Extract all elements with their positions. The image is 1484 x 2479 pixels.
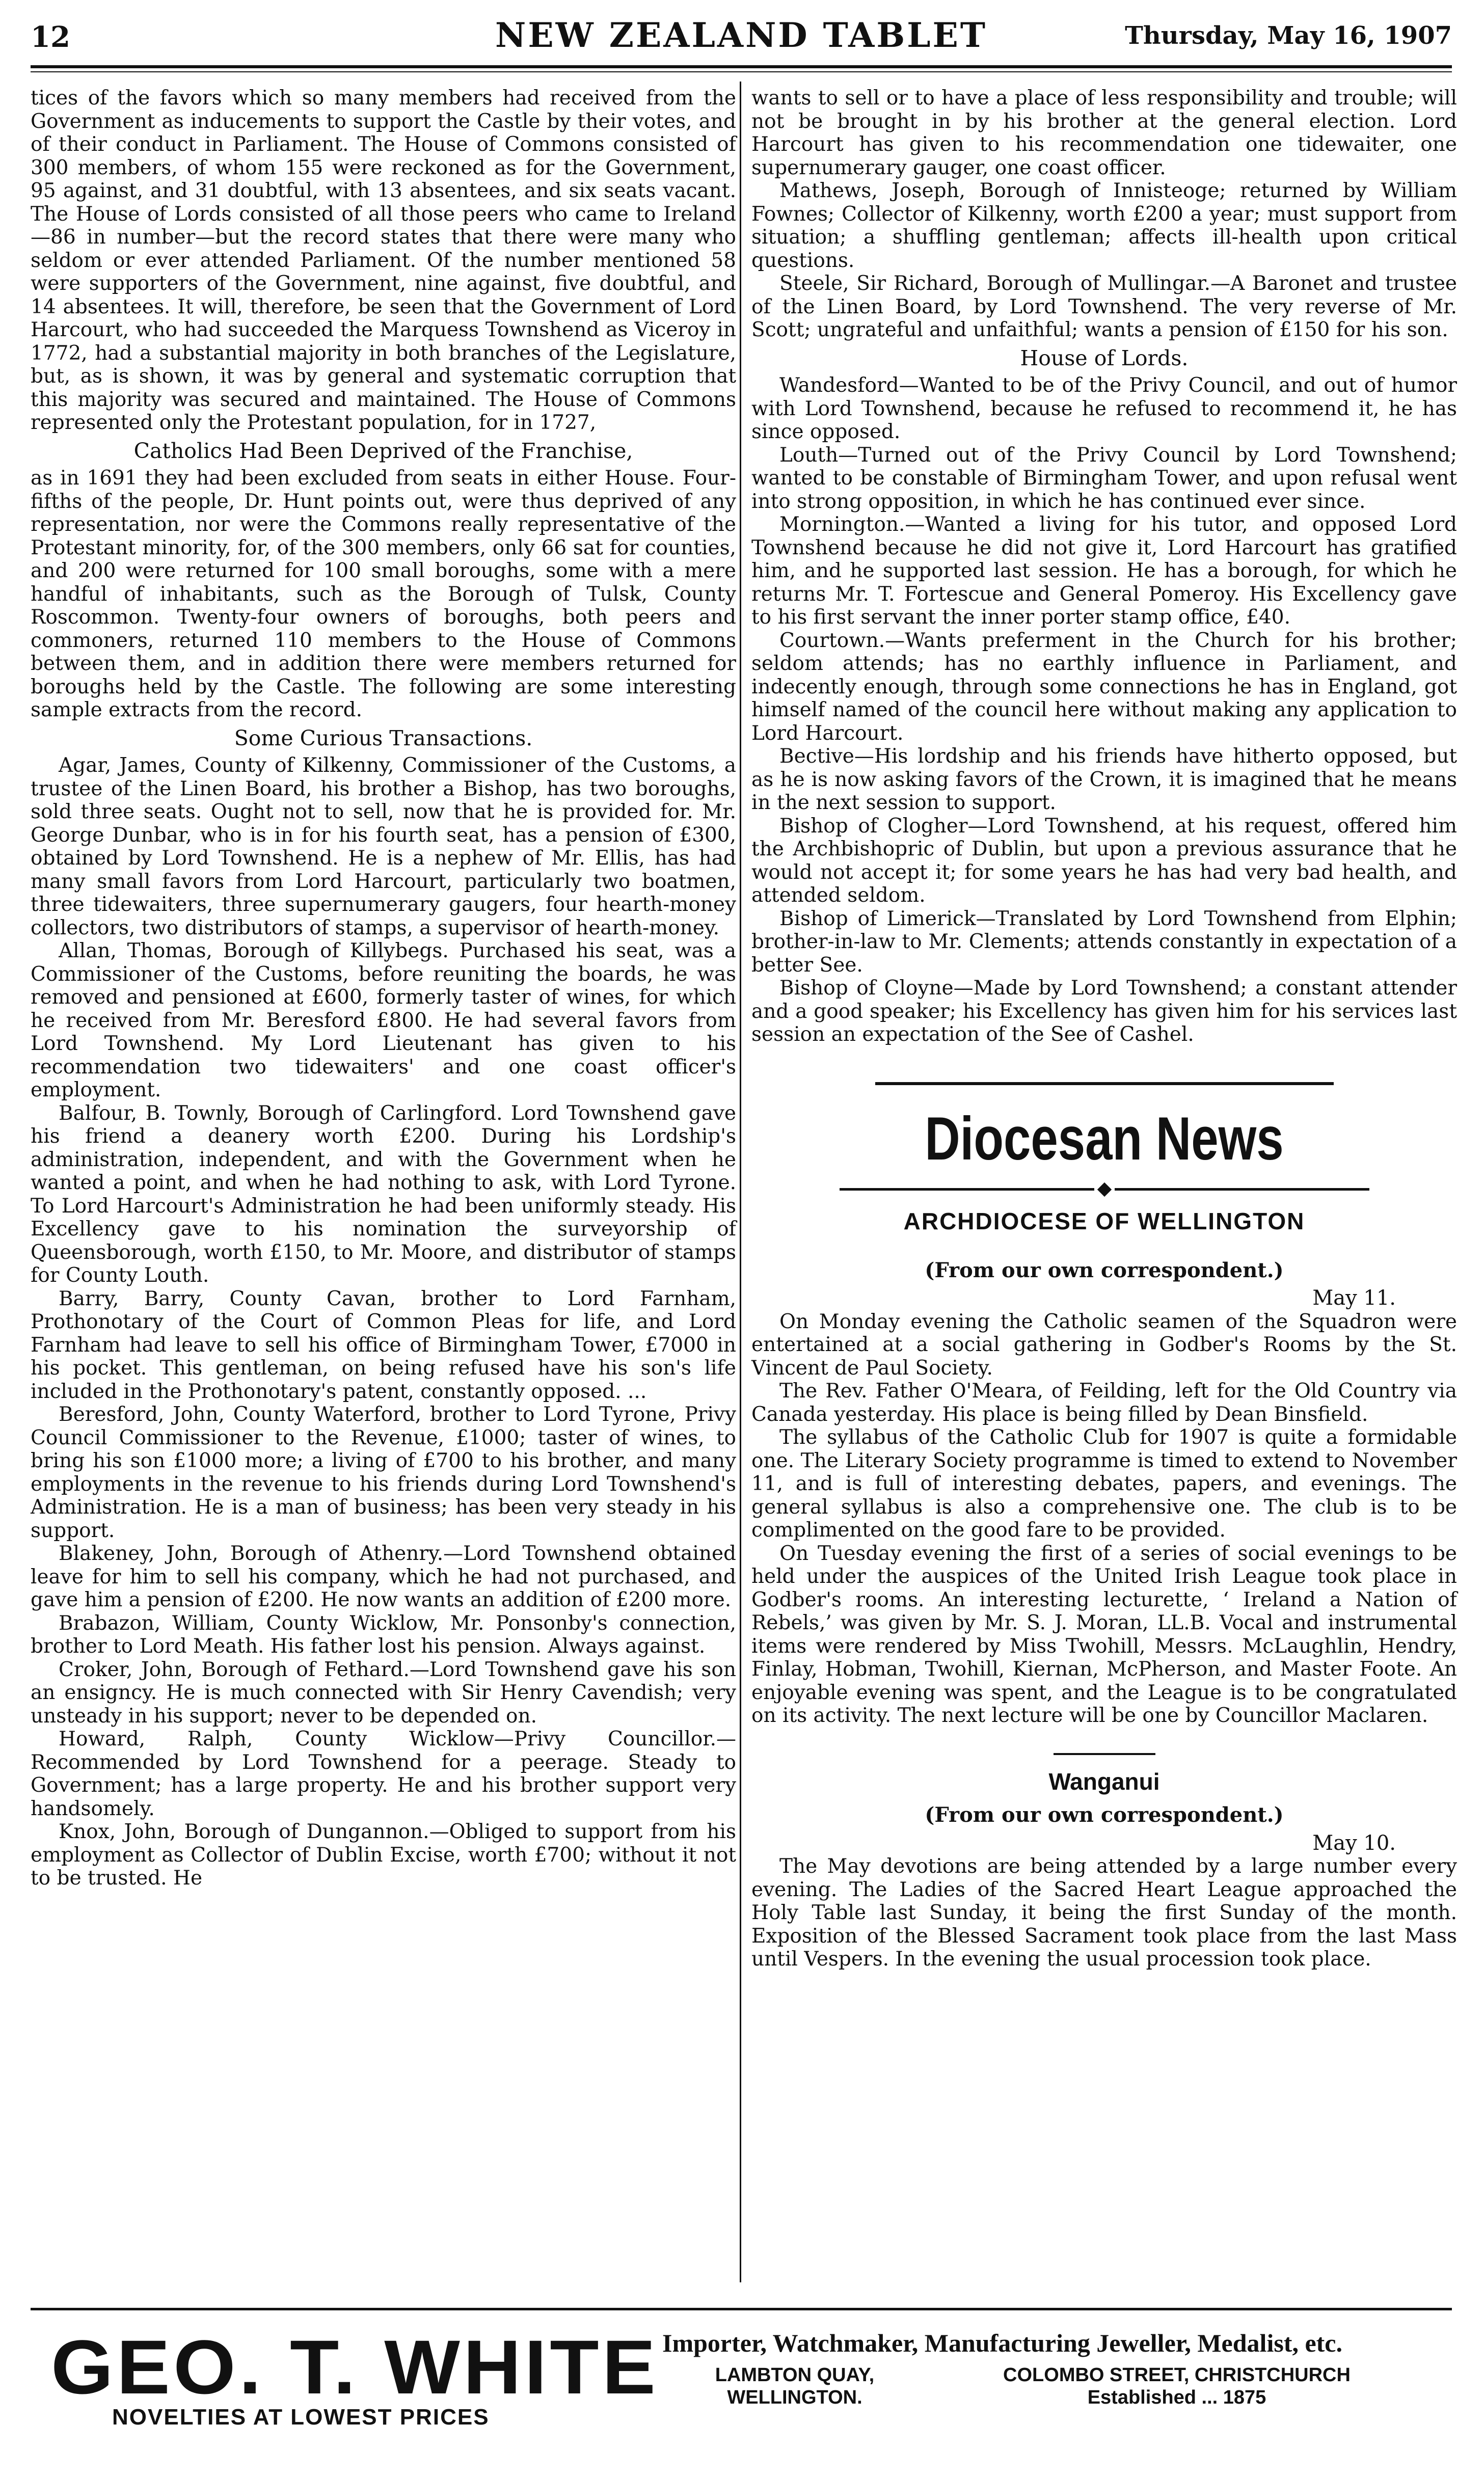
transaction-entry: Agar, James, County of Kilkenny, Commissioner of the Customs, a trustee of the Linen Board, his brother a Bishop, has two boroughs, sold three seats. Ought not to sell, now that he is provided for. Mr. George Dunbar, who is in for his fourth seat, has a pension of £300, obtained by Lord Townshend. He is a nephew of Mr. Ellis, has had many small favors from Lord Harcourt, particularly two boatmen, three tidewaiters, three supernumerary gaugers, four hearth-money collectors, two distributors of stamps, a supervisor of hearth-money. xyxy=(31,754,736,939)
address-line: WELLINGTON. xyxy=(727,2387,862,2408)
section-separator-small xyxy=(1054,1753,1155,1755)
transaction-entry: Barry, Barry, County Cavan, brother to Lord Farnham, Prothonotary of the Court of Common Pleas for life, and Lord Farnham had leave to sell his office of Birmingham Tower, £7000 in his pocket. This gentleman, on being refused have his son's life included in the Prothonotary's patent, constantly opposed. ... xyxy=(31,1287,736,1403)
transaction-entry: Brabazon, William, County Wicklow, Mr. Ponsonby's connection, brother to Lord Meath. His father lost his pension. Always against. xyxy=(31,1611,736,1658)
news-paragraph: The May devotions are being attended by a large number every evening. The Ladies of the Sacred Heart League approached the Holy Table last Sunday, it being the first Sunday of the month. Exposition of the Blessed Sacrament took place from the last Mass until Vespers. In the evening the usual procession took place. xyxy=(751,1855,1457,1971)
right-column xyxy=(751,87,1457,1971)
archdiocese-heading: ARCHDIOCESE OF WELLINGTON xyxy=(903,1208,1305,1234)
news-paragraph: The Rev. Father O'Meara, of Feilding, left for the Old Country via Canada yesterday. His place is being filled by Dean Binsfield. xyxy=(751,1380,1457,1426)
correspondent-line: (From our own correspondent.) xyxy=(925,1258,1284,1282)
address-line: LAMBTON QUAY, xyxy=(715,2364,875,2386)
continued-paragraph: Steele, Sir Richard, Borough of Mullingar.—A Baronet and trustee of the Linen Board, by Lord Townshend. The very reverse of Mr. Scott; ungrateful and unfaithful; wants a pension of £150 for his son. xyxy=(751,272,1457,341)
masthead: NEW ZEALAND TABLET xyxy=(495,15,987,55)
news-paragraph: The syllabus of the Catholic Club for 1907 is quite a formidable one. The Literary Society programme is timed to extend to November 11, and is full of interesting debates, papers, and evenings. The general syllabus is also a comprehensive one. The club is to be complimented on the good fare to be provided. xyxy=(751,1426,1457,1542)
lords-entry: Louth—Turned out of the Privy Council by Lord Townshend; wanted to be constable of Birmingham Tower, and upon refusal went into strong opposition, in which he has continued ever since. xyxy=(751,443,1457,513)
correspondent-line: (From our own correspondent.) xyxy=(925,1803,1284,1827)
transaction-entry: Knox, John, Borough of Dungannon.—Obliged to support from his employment as Collector of Dublin Excise, worth £700; without it not to be trusted. He xyxy=(31,1820,736,1890)
news-paragraph: On Monday evening the Catholic seamen of the Squadron were entertained at a social gathering in Godber's Rooms by the St. Vincent de Paul Society. xyxy=(751,1310,1457,1380)
dateline: May 10. xyxy=(1312,1831,1396,1855)
page-number: 12 xyxy=(31,20,70,54)
page-header xyxy=(31,15,1452,61)
left-column xyxy=(31,87,736,1890)
franchise-paragraph: as in 1691 they had been excluded from seats in either House. Four-fifths of the people, Dr. Hunt points out, were thus deprived of any representation, nor were the Commons really representative of the Protestant minority, for, of the 300 members, only 66 sat for counties, and 200 were returned for 100 small boroughs, some with a mere handful of inhabitants, such as the Borough of Tulsk, County Roscommon. Twenty-four owners of boroughs, both peers and commoners, returned 110 members to the House of Commons between them, and in addition there were members returned for boroughs held by the Castle. The following are some interesting sample extracts from the record. xyxy=(31,467,736,721)
column-divider xyxy=(740,82,741,2282)
section-heading-lords: House of Lords. xyxy=(1020,345,1189,370)
section-heading-franchise: Catholics Had Been Deprived of the Franchise, xyxy=(133,438,633,463)
section-heading-transactions: Some Curious Transactions. xyxy=(234,725,533,750)
address-line: Established ... 1875 xyxy=(1087,2387,1266,2408)
footer-rule xyxy=(31,2308,1452,2310)
lords-entry: Courtown.—Wants preferment in the Church for his brother; seldom attends; has no earthly influence in Parliament, and indecently enough, through some connections he has in England, got himself named of the council here without making any application to Lord Harcourt. xyxy=(751,629,1457,745)
transaction-entry: Croker, John, Borough of Fethard.—Lord Townshend gave his son an ensigncy. He is much connected with Sir Henry Cavendish; very unsteady in his support; never to be depended on. xyxy=(31,1658,736,1728)
advertiser-name: GEO. T. WHITE xyxy=(51,2324,659,2410)
advertiser-tagline: NOVELTIES AT LOWEST PRICES xyxy=(112,2405,490,2430)
address-wellington xyxy=(662,2364,927,2409)
lords-entry: Wandesford—Wanted to be of the Privy Council, and out of humor with Lord Townshend, because he refused to recommend it, he has since opposed. xyxy=(751,374,1457,443)
continued-paragraph: Mathews, Joseph, Borough of Innisteoge; returned by William Fownes; Collector of Kilkenny, worth £200 a year; must support from situation; a shuffling gentleman; affects ill-health upon critical questions. xyxy=(751,179,1457,272)
header-rule-thin xyxy=(31,71,1452,72)
news-paragraph: On Tuesday evening the first of a series of social evenings to be held under the auspices of the United Irish League took place in Godber's rooms. An interesting lecturette, ‘ Ireland a Nation of Rebels,’ was given by Mr. S. J. Moran, LL.B. Vocal and instrumental items were rendered by Miss Twohill, Messrs. McLaughlin, Hendry, Finlay, Hobman, Twohill, Kiernan, McPherson, and Master Foote. An enjoyable evening was spent, and the League is to be congratulated on its activity. The next lecture will be one by Councillor Maclaren. xyxy=(751,1542,1457,1727)
lords-entry: Bective—His lordship and his friends have hitherto opposed, but as he is now asking favors of the Crown, it is imagined that he means in the next session to support. xyxy=(751,745,1457,814)
advertisement xyxy=(31,2323,1452,2456)
transaction-entry: Balfour, B. Townly, Borough of Carlingford. Lord Townshend gave his friend a deanery worth £200. During his Lordship's administration, independent, and with the Government when he wanted a point, and when he had nothing to ask, with Lord Tyrone. To Lord Harcourt's Administration he had been uniformly steady. His Excellency gave to his nomination the surveyorship of Queensborough, worth £150, to Mr. Moore, and distributor of stamps for County Louth. xyxy=(31,1101,736,1287)
lords-entry: Bishop of Limerick—Translated by Lord Townshend from Elphin; brother-in-law to Mr. Clements; attends constantly in expectation of a better See. xyxy=(751,907,1457,977)
header-rule xyxy=(31,65,1452,68)
lords-entry: Mornington.—Wanted a living for his tutor, and opposed Lord Townshend because he did not give it, Lord Harcourt has gratified him, and he supported last session. He has a borough, for which he returns Mr. T. Fortescue and General Pomeroy. His Excellency gave to his first servant the inner porter stamp office, £40. xyxy=(751,513,1457,629)
wanganui-heading: Wanganui xyxy=(1048,1768,1160,1795)
address-line: COLOMBO STREET, CHRISTCHURCH xyxy=(1003,2364,1351,2386)
continued-paragraph: wants to sell or to have a place of less responsibility and trouble; will not be brought in by his brother at the general election. Lord Harcourt has given to his recommendation one tidewaiter, one supernumerary gauger, one coast officer. xyxy=(751,87,1457,179)
transaction-entry: Beresford, John, County Waterford, brother to Lord Tyrone, Privy Council Commissioner to the Revenue, £1000; taster of wines, to bring his son £1000 more; a living of £700 to his brother, and many employments in the revenue to his friends during Lord Townshend's Administration. He is a man of business; has been very steady in his support. xyxy=(31,1403,736,1542)
advertiser-trades: Importer, Watchmaker, Manufacturing Jeweller, Medalist, etc. xyxy=(662,2329,1342,2357)
intro-paragraph: tices of the favors which so many members had received from the Government as inducements to support the Castle by their votes, and of their conduct in Parliament. The House of Commons consisted of 300 members, of whom 155 were reckoned as for the Government, 95 against, and 31 doubtful, with 13 absentees, and six seats vacant. The House of Lords consisted of all those peers who came to Ireland—86 in number—but the record states that there were many who seldom or ever attended Parliament. Of the number mentioned 58 were supporters of the Government, nine against, five doubtful, and 14 absentees. It will, therefore, be seen that the Government of Lord Harcourt, who had succeeded the Marquess Townshend as Viceroy in 1772, had a substantial majority in both branches of the Legislature, but, as is shown, it was by general and systematic corruption that this majority was secured and maintained. The House of Commons represented only the Protestant population, for in 1727, xyxy=(31,87,736,434)
issue-date: Thursday, May 16, 1907 xyxy=(1125,21,1452,50)
diocesan-news-title: Diocesan News xyxy=(925,1104,1284,1173)
section-separator xyxy=(875,1082,1334,1085)
address-christchurch xyxy=(948,2364,1406,2409)
lords-entry: Bishop of Cloyne—Made by Lord Townshend; a constant attender and a good speaker; his Excellency has given him for his services last session an expectation of the See of Cashel. xyxy=(751,977,1457,1046)
dateline: May 11. xyxy=(1312,1286,1396,1310)
transaction-entry: Blakeney, John, Borough of Athenry.—Lord Townshend obtained leave for him to sell his company, which he had not purchased, and gave him a pension of £200. He now wants an addition of £200 more. xyxy=(31,1542,736,1611)
transaction-entry: Howard, Ralph, County Wicklow—Privy Councillor.—Recommended by Lord Townshend for a peerage. Steady to Government; has a large property. He and his brother support very handsomely. xyxy=(31,1728,736,1820)
ornament-rule xyxy=(751,1177,1457,1200)
lords-entry: Bishop of Clogher—Lord Townshend, at his request, offered him the Archbishopric of Dublin, but upon a previous assurance that he would not accept it; for some years he has had very bad health, and attended seldom. xyxy=(751,814,1457,907)
transaction-entry: Allan, Thomas, Borough of Killybegs. Purchased his seat, was a Commissioner of the Customs, before reuniting the boards, he was removed and pensioned at £600, formerly taster of wines, for which he received from Mr. Beresford £800. He had several favors from Lord Townshend. My Lord Lieutenant has given to his recommendation two tidewaiters' and one coast officer's employment. xyxy=(31,939,736,1101)
